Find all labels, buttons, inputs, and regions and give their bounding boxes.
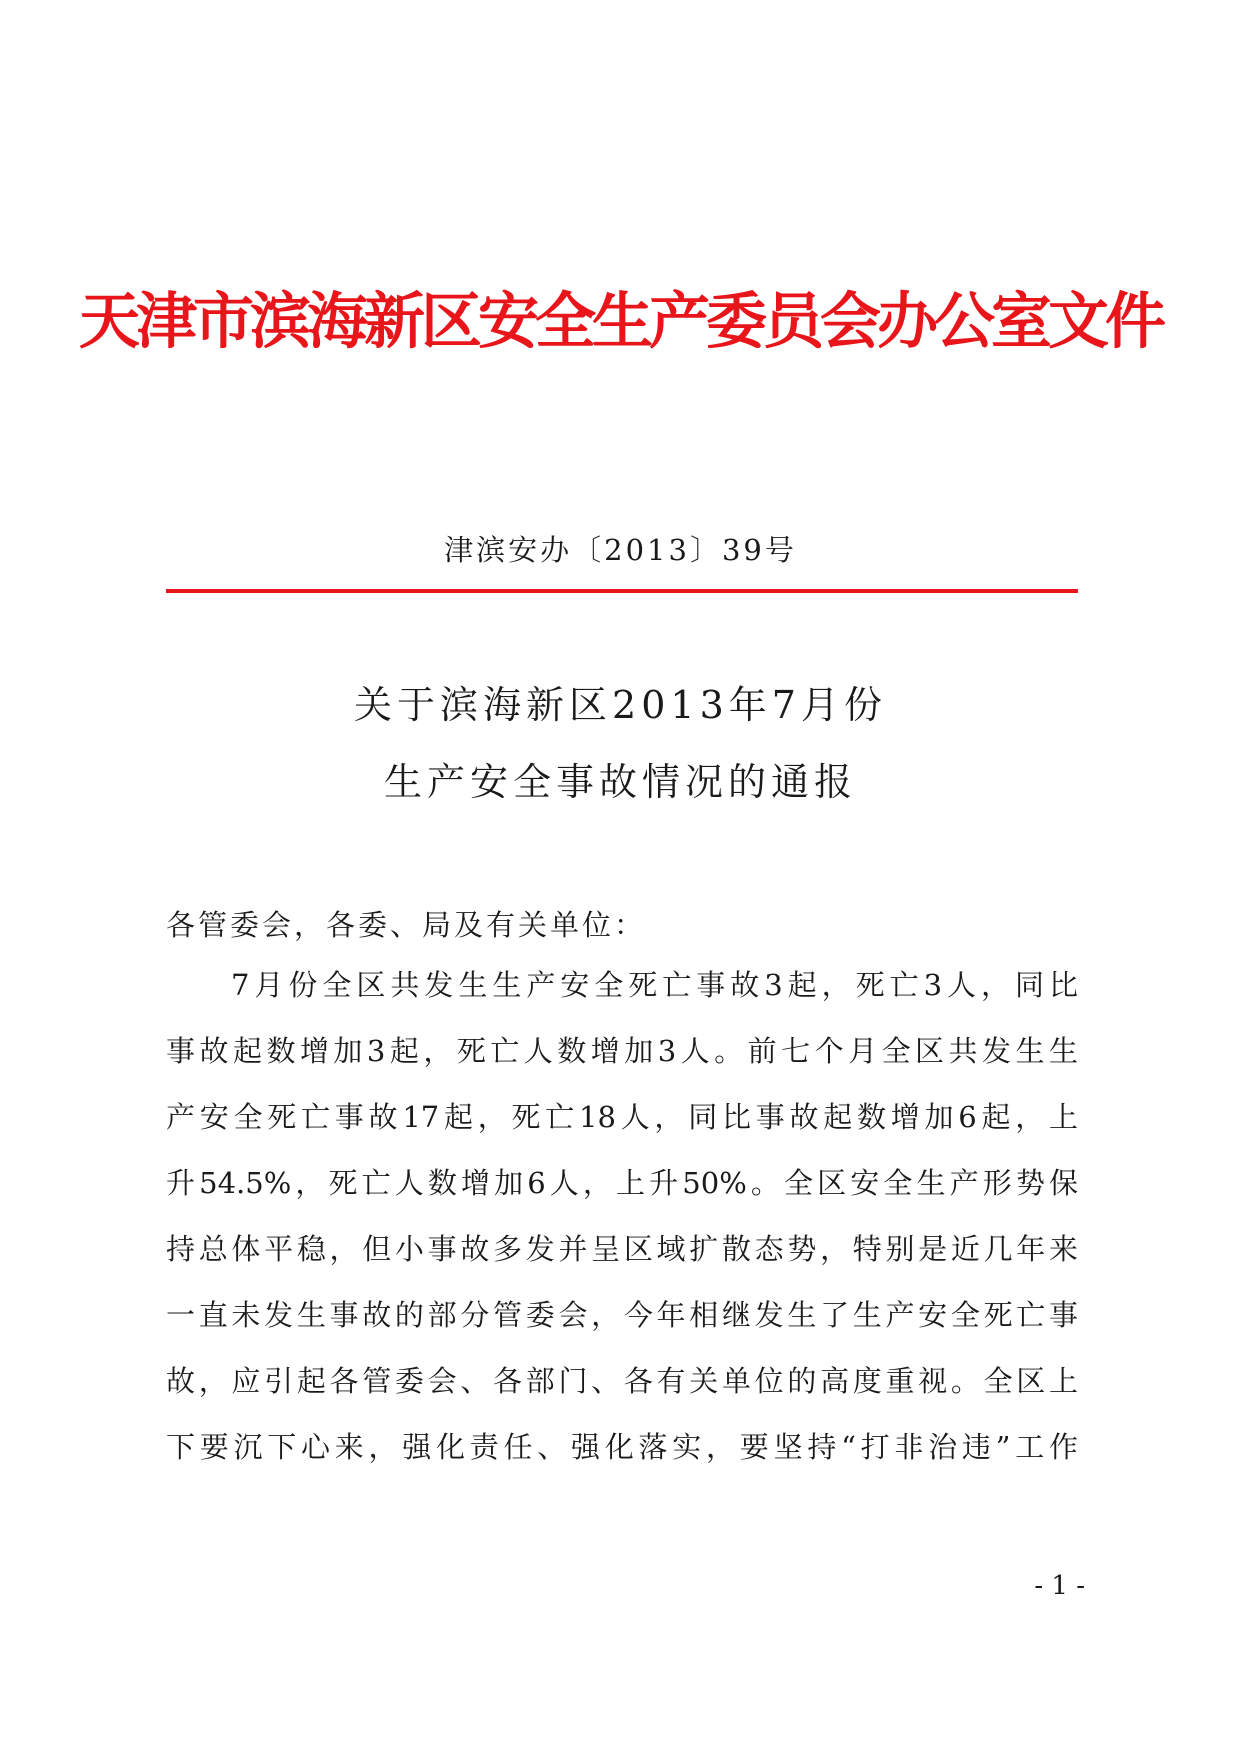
- body-line-5: 持总体平稳，但小事故多发并呈区域扩散态势，特别是近几年来: [166, 1232, 1078, 1266]
- body-line-7: 故，应引起各管委会、各部门、各有关单位的高度重视。全区上: [166, 1364, 1078, 1398]
- document-title-line-1: 关于滨海新区2013年7月份: [354, 683, 887, 727]
- document-title-line-2: 生产安全事故情况的通报: [383, 760, 857, 804]
- body-line-2: 事故起数增加3起，死亡人数增加3人。前七个月全区共发生生: [166, 1034, 1078, 1068]
- body-line-8: 下要沉下心来，强化责任、强化落实，要坚持“打非治违”工作: [166, 1430, 1078, 1464]
- letterhead-title: 天津市滨海新区安全生产委员会办公室文件: [78, 286, 1162, 357]
- body-line-1: 7月份全区共发生生产安全死亡事故3起，死亡3人，同比: [231, 968, 1078, 1002]
- body-line-4: 升54.5%，死亡人数增加6人，上升50%。全区安全生产形势保: [166, 1166, 1078, 1200]
- document-number: 津滨安办〔2013〕39号: [444, 533, 797, 567]
- salutation: 各管委会，各委、局及有关单位：: [166, 908, 647, 942]
- red-separator-line: [166, 589, 1078, 593]
- body-line-6: 一直未发生事故的部分管委会，今年相继发生了生产安全死亡事: [166, 1298, 1078, 1332]
- page-number: - 1 -: [1034, 1571, 1085, 1601]
- body-line-3: 产安全死亡事故17起，死亡18人，同比事故起数增加6起，上: [166, 1100, 1078, 1134]
